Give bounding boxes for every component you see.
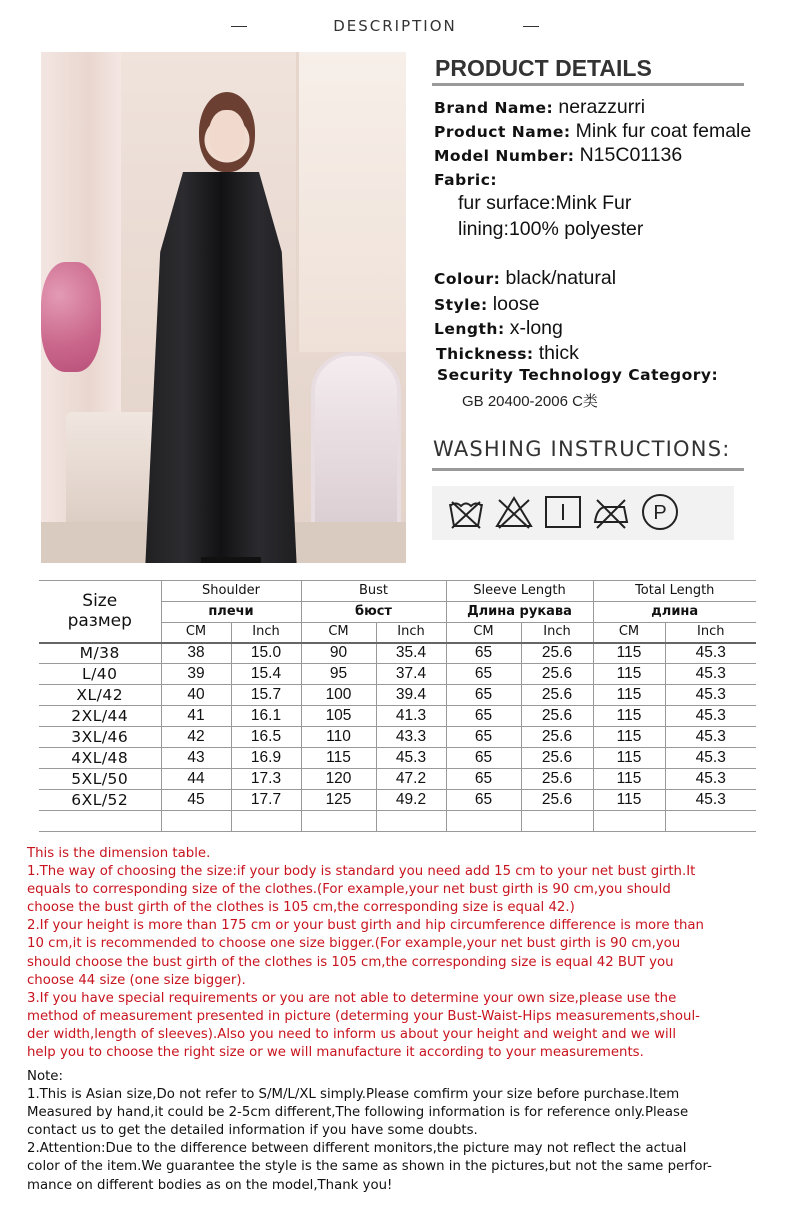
note-line: mance on different bodies as on the model,Thank you!	[27, 1177, 393, 1193]
measure-cell: 115	[593, 706, 665, 727]
size-header-ru: размер	[67, 611, 132, 632]
measure-cell: 25.6	[521, 727, 593, 748]
instruction-line: 2.If your height is more than 175 cm or your bust girth and hip circumference difference is more than	[27, 918, 704, 934]
header-divider-right	[523, 26, 539, 27]
measure-cell: 43.3	[376, 727, 446, 748]
measure-cell: 115	[593, 727, 665, 748]
empty-cell	[376, 811, 446, 832]
instruction-line: choose the bust girth of the clothes is 105 cm,the corresponding size is equal 42.)	[27, 900, 575, 916]
measure-cell: 45.3	[665, 664, 756, 685]
measure-cell: 45.3	[665, 706, 756, 727]
empty-cell	[521, 811, 593, 832]
measure-cell: 43	[161, 748, 231, 769]
instruction-line: equals to corresponding size of the clothes.(For example,your net bust girth is 90 cm,you should	[27, 882, 671, 898]
general-notes	[27, 1068, 767, 1195]
size-table	[39, 580, 756, 832]
unit-cell: Inch	[376, 623, 446, 643]
measure-cell: 16.5	[231, 727, 301, 748]
model-number-value: N15C01136	[579, 144, 683, 166]
table-row	[39, 790, 756, 811]
measure-cell: 40	[161, 685, 231, 706]
measure-cell: 115	[593, 643, 665, 664]
measure-cell: 65	[446, 664, 521, 685]
note-line: contact us to get the detailed information if you have some doubts.	[27, 1123, 478, 1139]
measure-cell: 25.6	[521, 790, 593, 811]
model-boots	[201, 557, 261, 563]
security-label: Security Technology Category:	[437, 366, 719, 384]
measure-cell: 120	[301, 769, 376, 790]
empty-cell	[231, 811, 301, 832]
note-line: 2.Attention:Due to the difference between different monitors,the picture may not reflect the actual	[27, 1141, 687, 1157]
instruction-line: choose 44 size (one size bigger).	[27, 972, 246, 988]
measure-cell: 25.6	[521, 706, 593, 727]
measure-cell: 44	[161, 769, 231, 790]
model-face	[209, 110, 245, 160]
model-coat	[126, 172, 316, 563]
table-row	[39, 706, 756, 727]
do-not-iron-icon	[591, 492, 631, 532]
length-row	[434, 317, 563, 340]
size-label: M/38	[39, 643, 161, 664]
thickness-value: thick	[538, 342, 579, 364]
length-label: Length:	[434, 320, 505, 338]
security-row	[437, 365, 718, 384]
instruction-line: 3.If you have special requirements or you are not able to determine your own size,please use the	[27, 990, 677, 1006]
unit-cell: Inch	[231, 623, 301, 643]
unit-cell: CM	[446, 623, 521, 643]
shoulder-header-ru: плечи	[161, 602, 301, 623]
colour-label: Colour:	[434, 270, 501, 288]
measure-cell: 65	[446, 685, 521, 706]
unit-cell: CM	[161, 623, 231, 643]
product-photo	[41, 52, 406, 563]
total-length-header: Total Length	[593, 581, 756, 602]
measure-cell: 25.6	[521, 685, 593, 706]
colour-value: black/natural	[505, 267, 617, 289]
empty-cell	[161, 811, 231, 832]
table-row	[39, 727, 756, 748]
size-label: 2XL/44	[39, 706, 161, 727]
empty-cell	[665, 811, 756, 832]
photo-chair	[311, 352, 401, 542]
note-line: Note:	[27, 1069, 63, 1084]
brand-value: nerazzurri	[558, 96, 646, 118]
measure-cell: 35.4	[376, 643, 446, 664]
measure-cell: 25.6	[521, 643, 593, 664]
length-value: x-long	[509, 317, 563, 339]
measure-cell: 45.3	[665, 790, 756, 811]
measure-cell: 39.4	[376, 685, 446, 706]
model-number-label: Model Number:	[434, 147, 575, 165]
style-label: Style:	[434, 296, 488, 314]
product-name-label: Product Name:	[434, 123, 571, 141]
sizing-instructions	[27, 845, 757, 1062]
photo-flowers	[41, 262, 101, 372]
shoulder-header: Shoulder	[161, 581, 301, 602]
fur-surface: fur surface:Mink Fur	[458, 192, 632, 214]
measure-cell: 115	[593, 790, 665, 811]
colour-row	[434, 267, 616, 290]
instruction-line: 10 cm,it is recommended to choose one size bigger.(For example,your net bust girth is 90 cm,you	[27, 936, 681, 952]
model-number-row	[434, 144, 682, 167]
measure-cell: 15.7	[231, 685, 301, 706]
table-row	[39, 769, 756, 790]
brand-row	[434, 96, 645, 119]
instruction-line: der width,length of sleeves).Also you need to inform us about your height and weight and we will	[27, 1026, 677, 1042]
empty-cell	[39, 811, 161, 832]
thickness-label: Thickness:	[436, 345, 534, 363]
sleeve-header: Sleeve Length	[446, 581, 593, 602]
size-label: L/40	[39, 664, 161, 685]
measure-cell: 45.3	[665, 769, 756, 790]
empty-cell	[593, 811, 665, 832]
security-value: GB 20400-2006 C类	[462, 393, 598, 410]
measure-cell: 90	[301, 643, 376, 664]
table-row	[39, 664, 756, 685]
measure-cell: 16.1	[231, 706, 301, 727]
note-line: 1.This is Asian size,Do not refer to S/M/L/XL simply.Please comfirm your size before purchase.Item	[27, 1087, 680, 1103]
measure-cell: 45	[161, 790, 231, 811]
measure-cell: 45.3	[376, 748, 446, 769]
instruction-line: 1.The way of choosing the size:if your body is standard you need add 15 cm to your net bust girth.It	[27, 864, 696, 880]
table-row	[39, 748, 756, 769]
measure-cell: 115	[593, 685, 665, 706]
measure-cell: 25.6	[521, 664, 593, 685]
measure-cell: 25.6	[521, 769, 593, 790]
dry-clean-symbol: P	[653, 502, 667, 524]
measure-cell: 105	[301, 706, 376, 727]
size-label: 3XL/46	[39, 727, 161, 748]
measure-cell: 65	[446, 769, 521, 790]
measure-cell: 39	[161, 664, 231, 685]
measure-cell: 42	[161, 727, 231, 748]
measure-cell: 115	[301, 748, 376, 769]
unit-cell: Inch	[521, 623, 593, 643]
table-row	[39, 685, 756, 706]
measure-cell: 125	[301, 790, 376, 811]
measure-cell: 15.0	[231, 643, 301, 664]
style-value: loose	[492, 293, 540, 315]
thickness-row	[436, 342, 579, 365]
bust-header: Bust	[301, 581, 446, 602]
unit-cell: Inch	[665, 623, 756, 643]
empty-cell	[446, 811, 521, 832]
product-details-title: PRODUCT DETAILS	[435, 55, 652, 81]
lining: lining:100% polyester	[458, 218, 644, 240]
measure-cell: 15.4	[231, 664, 301, 685]
size-label: 5XL/50	[39, 769, 161, 790]
measure-cell: 65	[446, 748, 521, 769]
measure-cell: 110	[301, 727, 376, 748]
do-not-bleach-icon	[494, 492, 534, 532]
measure-cell: 95	[301, 664, 376, 685]
brand-label: Brand Name:	[434, 99, 554, 117]
size-label: XL/42	[39, 685, 161, 706]
measure-cell: 41.3	[376, 706, 446, 727]
section-title: DESCRIPTION	[333, 17, 457, 35]
product-name-row	[434, 120, 751, 143]
professional-dry-clean-icon	[640, 492, 680, 532]
measure-cell: 65	[446, 727, 521, 748]
size-header-cell	[39, 581, 161, 643]
instruction-line: This is the dimension table.	[27, 846, 211, 861]
instruction-line: help you to choose the right size or we will manufacture it according to your measurements.	[27, 1045, 644, 1061]
measure-cell: 41	[161, 706, 231, 727]
size-label: 6XL/52	[39, 790, 161, 811]
measure-cell: 45.3	[665, 643, 756, 664]
measure-cell: 17.7	[231, 790, 301, 811]
measure-cell: 45.3	[665, 727, 756, 748]
measure-cell: 47.2	[376, 769, 446, 790]
size-header: Size	[82, 591, 118, 612]
do-not-wash-icon	[446, 492, 486, 532]
table-header-row	[39, 581, 756, 602]
measure-cell: 100	[301, 685, 376, 706]
table-empty-row	[39, 811, 756, 832]
measure-cell: 45.3	[665, 748, 756, 769]
total-length-header-ru: длина	[593, 602, 756, 623]
measure-cell: 115	[593, 769, 665, 790]
unit-cell: CM	[593, 623, 665, 643]
fabric-row	[434, 170, 497, 189]
instruction-line: should choose the bust girth of the clothes is 105 cm,the corresponding size is equal 42 BUT you	[27, 954, 674, 970]
unit-cell: CM	[301, 623, 376, 643]
measure-cell: 25.6	[521, 748, 593, 769]
size-label: 4XL/48	[39, 748, 161, 769]
product-name-value: Mink fur coat female	[575, 120, 752, 142]
product-details-rule	[432, 83, 744, 86]
measure-cell: 65	[446, 706, 521, 727]
note-line: Measured by hand,it could be 2-5cm different,The following information is for reference only.Please	[27, 1105, 689, 1121]
measure-cell: 115	[593, 748, 665, 769]
washing-title: WASHING INSTRUCTIONS:	[433, 437, 731, 461]
photo-window	[296, 52, 406, 352]
sleeve-header-ru: Длина рукава	[446, 602, 593, 623]
tumble-dry-icon	[543, 492, 583, 532]
washing-rule	[432, 468, 744, 471]
note-line: color of the item.We guarantee the style is the same as shown in the pictures,but not the same perfor-	[27, 1159, 712, 1175]
table-row	[39, 643, 756, 664]
measure-cell: 115	[593, 664, 665, 685]
measure-cell: 38	[161, 643, 231, 664]
measure-cell: 65	[446, 790, 521, 811]
measure-cell: 65	[446, 643, 521, 664]
measure-cell: 45.3	[665, 685, 756, 706]
fabric-label: Fabric:	[434, 171, 498, 189]
style-row	[434, 293, 539, 316]
measure-cell: 17.3	[231, 769, 301, 790]
measure-cell: 37.4	[376, 664, 446, 685]
size-rows	[39, 643, 756, 832]
empty-cell	[301, 811, 376, 832]
bust-header-ru: бюст	[301, 602, 446, 623]
instruction-line: method of measurement presented in picture (determing your Bust-Waist-Hips measurements,shoul-	[27, 1008, 700, 1024]
measure-cell: 16.9	[231, 748, 301, 769]
measure-cell: 49.2	[376, 790, 446, 811]
